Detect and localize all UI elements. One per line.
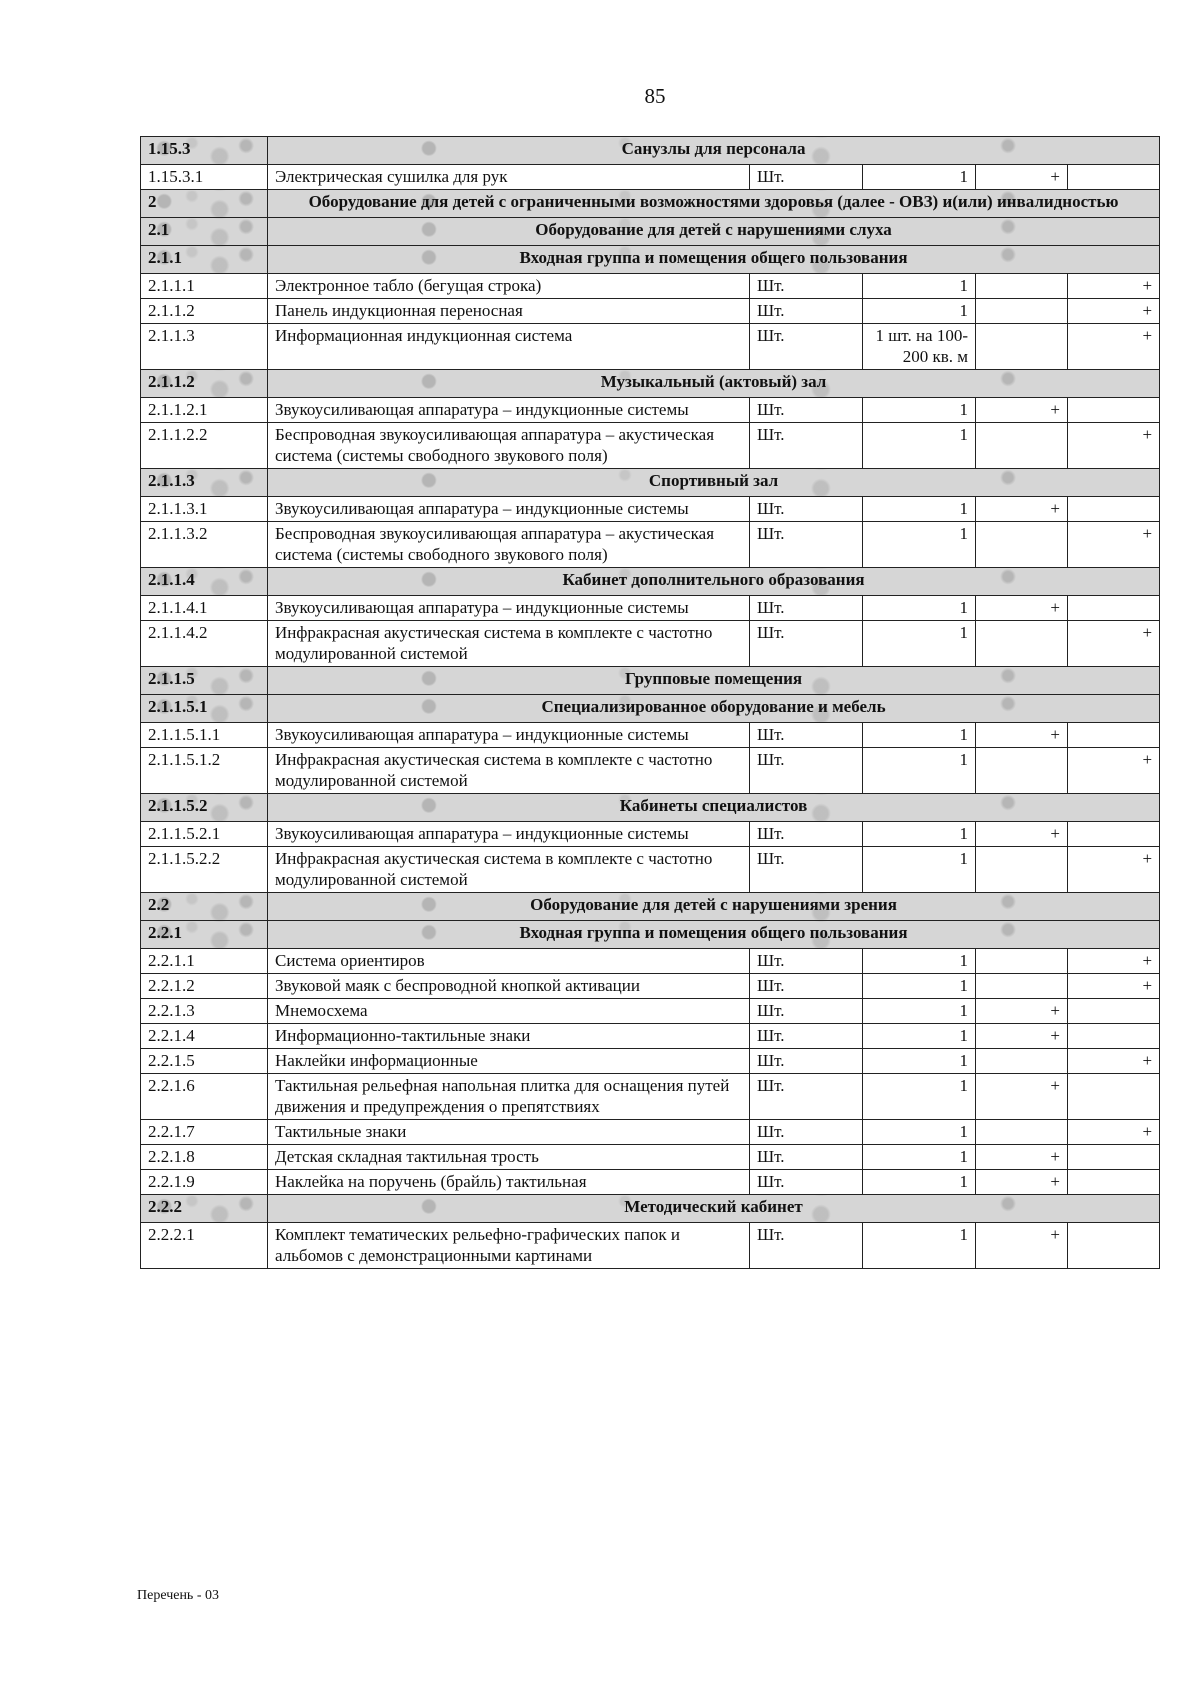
section-code: 2.1.1.5.1 [141, 695, 268, 723]
item-mark-a: + [976, 1074, 1068, 1120]
item-unit: Шт. [750, 1074, 863, 1120]
item-unit: Шт. [750, 1170, 863, 1195]
section-row [141, 1195, 1160, 1223]
item-code: 2.2.1.1 [141, 949, 268, 974]
item-mark-a: + [976, 165, 1068, 190]
item-name: Информационная индукционная система [268, 324, 750, 370]
item-mark-a [976, 423, 1068, 469]
item-quantity: 1 [863, 974, 976, 999]
item-code: 2.1.1.2.1 [141, 398, 268, 423]
table-row [141, 1120, 1160, 1145]
item-code: 2.2.1.6 [141, 1074, 268, 1120]
item-mark-a [976, 522, 1068, 568]
item-code: 2.1.1.5.2.1 [141, 822, 268, 847]
item-name: Наклейки информационные [268, 1049, 750, 1074]
item-quantity: 1 [863, 1024, 976, 1049]
table-row [141, 621, 1160, 667]
table-row [141, 398, 1160, 423]
item-code: 2.2.1.3 [141, 999, 268, 1024]
item-unit: Шт. [750, 497, 863, 522]
section-code: 2.2.1 [141, 921, 268, 949]
item-code: 2.1.1.3 [141, 324, 268, 370]
item-code: 2.2.1.9 [141, 1170, 268, 1195]
section-code: 2.1.1.3 [141, 469, 268, 497]
section-code: 2.1.1.4 [141, 568, 268, 596]
item-quantity: 1 [863, 1170, 976, 1195]
item-quantity: 1 [863, 949, 976, 974]
item-mark-b: + [1068, 974, 1160, 999]
item-unit: Шт. [750, 847, 863, 893]
item-code: 2.1.1.1 [141, 274, 268, 299]
item-name: Инфракрасная акустическая система в комплекте с частотно модулированной системой [268, 847, 750, 893]
section-title: Оборудование для детей с нарушениями слуха [268, 218, 1160, 246]
item-unit: Шт. [750, 822, 863, 847]
table-row [141, 1074, 1160, 1120]
item-mark-a: + [976, 596, 1068, 621]
item-mark-a [976, 1049, 1068, 1074]
section-code: 1.15.3 [141, 137, 268, 165]
table-row [141, 1024, 1160, 1049]
item-quantity: 1 [863, 522, 976, 568]
table-row [141, 165, 1160, 190]
section-title: Оборудование для детей с нарушениями зрения [268, 893, 1160, 921]
item-mark-a: + [976, 999, 1068, 1024]
item-unit: Шт. [750, 1049, 863, 1074]
section-code: 2.1.1.5.2 [141, 794, 268, 822]
item-mark-a: + [976, 1170, 1068, 1195]
item-mark-b [1068, 1074, 1160, 1120]
item-code: 1.15.3.1 [141, 165, 268, 190]
item-mark-b [1068, 497, 1160, 522]
item-code: 2.1.1.5.1.2 [141, 748, 268, 794]
section-code: 2.1 [141, 218, 268, 246]
item-name: Электрическая сушилка для рук [268, 165, 750, 190]
item-mark-a: + [976, 1223, 1068, 1269]
item-name: Звукоусиливающая аппаратура – индукционные системы [268, 596, 750, 621]
item-unit: Шт. [750, 165, 863, 190]
section-title: Групповые помещения [268, 667, 1160, 695]
item-code: 2.2.1.8 [141, 1145, 268, 1170]
section-code: 2 [141, 190, 268, 218]
item-unit: Шт. [750, 522, 863, 568]
item-mark-a [976, 299, 1068, 324]
item-quantity: 1 [863, 1223, 976, 1269]
item-mark-b: + [1068, 949, 1160, 974]
item-mark-a: + [976, 1024, 1068, 1049]
table-row [141, 999, 1160, 1024]
item-mark-a [976, 748, 1068, 794]
section-row [141, 218, 1160, 246]
item-code: 2.1.1.3.2 [141, 522, 268, 568]
item-mark-a [976, 847, 1068, 893]
item-name: Звуковой маяк с беспроводной кнопкой активации [268, 974, 750, 999]
item-unit: Шт. [750, 398, 863, 423]
item-mark-a [976, 274, 1068, 299]
item-unit: Шт. [750, 949, 863, 974]
section-title: Санузлы для персонала [268, 137, 1160, 165]
table-row [141, 1223, 1160, 1269]
table-row [141, 1049, 1160, 1074]
item-quantity: 1 [863, 847, 976, 893]
item-name: Детская складная тактильная трость [268, 1145, 750, 1170]
item-mark-b: + [1068, 423, 1160, 469]
item-mark-a [976, 621, 1068, 667]
item-quantity: 1 [863, 999, 976, 1024]
item-mark-b: + [1068, 324, 1160, 370]
item-name: Звукоусиливающая аппаратура – индукционные системы [268, 497, 750, 522]
section-row [141, 921, 1160, 949]
item-mark-b [1068, 596, 1160, 621]
table-row [141, 522, 1160, 568]
item-code: 2.1.1.3.1 [141, 497, 268, 522]
item-code: 2.2.1.7 [141, 1120, 268, 1145]
section-row [141, 695, 1160, 723]
item-name: Тактильная рельефная напольная плитка для оснащения путей движения и предупреждения о препятствиях [268, 1074, 750, 1120]
item-code: 2.2.2.1 [141, 1223, 268, 1269]
item-code: 2.1.1.4.1 [141, 596, 268, 621]
item-mark-a: + [976, 398, 1068, 423]
table-row [141, 1170, 1160, 1195]
table-row [141, 423, 1160, 469]
table-body [141, 137, 1160, 1269]
section-row [141, 370, 1160, 398]
item-quantity: 1 [863, 621, 976, 667]
item-unit: Шт. [750, 1223, 863, 1269]
item-mark-b: + [1068, 274, 1160, 299]
section-title: Входная группа и помещения общего пользования [268, 921, 1160, 949]
section-code: 2.1.1 [141, 246, 268, 274]
section-row [141, 469, 1160, 497]
item-quantity: 1 [863, 1120, 976, 1145]
table-row [141, 723, 1160, 748]
section-title: Кабинет дополнительного образования [268, 568, 1160, 596]
item-mark-a: + [976, 822, 1068, 847]
item-mark-b: + [1068, 299, 1160, 324]
item-unit: Шт. [750, 299, 863, 324]
item-code: 2.1.1.4.2 [141, 621, 268, 667]
item-name: Комплект тематических рельефно-графических папок и альбомов с демонстрационными картинами [268, 1223, 750, 1269]
item-unit: Шт. [750, 723, 863, 748]
section-row [141, 190, 1160, 218]
item-mark-b [1068, 723, 1160, 748]
item-unit: Шт. [750, 621, 863, 667]
item-code: 2.2.1.2 [141, 974, 268, 999]
item-name: Инфракрасная акустическая система в комплекте с частотно модулированной системой [268, 621, 750, 667]
item-mark-b [1068, 1170, 1160, 1195]
item-name: Информационно-тактильные знаки [268, 1024, 750, 1049]
item-quantity: 1 [863, 596, 976, 621]
item-code: 2.1.1.2 [141, 299, 268, 324]
section-title: Методический кабинет [268, 1195, 1160, 1223]
item-name: Беспроводная звукоусиливающая аппаратура – акустическая система (системы свободного звукового поля) [268, 423, 750, 469]
section-row [141, 667, 1160, 695]
item-name: Тактильные знаки [268, 1120, 750, 1145]
item-name: Электронное табло (бегущая строка) [268, 274, 750, 299]
section-title: Музыкальный (актовый) зал [268, 370, 1160, 398]
item-quantity: 1 [863, 299, 976, 324]
item-unit: Шт. [750, 1024, 863, 1049]
table-row [141, 497, 1160, 522]
item-name: Система ориентиров [268, 949, 750, 974]
item-mark-b: + [1068, 1120, 1160, 1145]
equipment-table [140, 136, 1160, 1269]
section-title: Входная группа и помещения общего пользования [268, 246, 1160, 274]
item-quantity: 1 [863, 748, 976, 794]
item-mark-a: + [976, 723, 1068, 748]
section-title: Оборудование для детей с ограниченными возможностями здоровья (далее - ОВЗ) и(или) инвалидностью [268, 190, 1160, 218]
item-unit: Шт. [750, 974, 863, 999]
item-unit: Шт. [750, 274, 863, 299]
item-mark-b [1068, 1024, 1160, 1049]
item-name: Панель индукционная переносная [268, 299, 750, 324]
item-mark-b [1068, 1223, 1160, 1269]
item-quantity: 1 [863, 423, 976, 469]
item-mark-b [1068, 999, 1160, 1024]
item-mark-a: + [976, 497, 1068, 522]
item-code: 2.2.1.4 [141, 1024, 268, 1049]
item-mark-b: + [1068, 847, 1160, 893]
item-name: Звукоусиливающая аппаратура – индукционные системы [268, 822, 750, 847]
item-name: Беспроводная звукоусиливающая аппаратура – акустическая система (системы свободного звукового поля) [268, 522, 750, 568]
section-code: 2.1.1.5 [141, 667, 268, 695]
item-name: Звукоусиливающая аппаратура – индукционные системы [268, 723, 750, 748]
item-mark-a [976, 324, 1068, 370]
item-code: 2.1.1.5.1.1 [141, 723, 268, 748]
section-row [141, 794, 1160, 822]
item-mark-a [976, 1120, 1068, 1145]
item-name: Наклейка на поручень (брайль) тактильная [268, 1170, 750, 1195]
item-quantity: 1 [863, 274, 976, 299]
item-mark-a: + [976, 1145, 1068, 1170]
table-row [141, 847, 1160, 893]
item-quantity: 1 [863, 165, 976, 190]
item-quantity: 1 [863, 1145, 976, 1170]
footer-label: Перечень - 03 [137, 1588, 219, 1603]
section-row [141, 893, 1160, 921]
page-number: 85 [644, 84, 666, 108]
item-name: Звукоусиливающая аппаратура – индукционные системы [268, 398, 750, 423]
table-row [141, 324, 1160, 370]
item-mark-b [1068, 165, 1160, 190]
item-quantity: 1 [863, 723, 976, 748]
item-unit: Шт. [750, 748, 863, 794]
item-mark-a [976, 949, 1068, 974]
section-title: Кабинеты специалистов [268, 794, 1160, 822]
item-quantity: 1 шт. на 100-200 кв. м [863, 324, 976, 370]
item-quantity: 1 [863, 822, 976, 847]
table-row [141, 596, 1160, 621]
section-row [141, 568, 1160, 596]
item-unit: Шт. [750, 596, 863, 621]
table-row [141, 748, 1160, 794]
item-mark-b [1068, 1145, 1160, 1170]
item-quantity: 1 [863, 1074, 976, 1120]
item-mark-b: + [1068, 522, 1160, 568]
table-row [141, 1145, 1160, 1170]
section-row [141, 137, 1160, 165]
section-title: Специализированное оборудование и мебель [268, 695, 1160, 723]
table-row [141, 949, 1160, 974]
item-quantity: 1 [863, 497, 976, 522]
item-mark-a [976, 974, 1068, 999]
item-quantity: 1 [863, 1049, 976, 1074]
table-row [141, 299, 1160, 324]
item-mark-b [1068, 822, 1160, 847]
section-code: 2.2.2 [141, 1195, 268, 1223]
item-unit: Шт. [750, 999, 863, 1024]
table-row [141, 974, 1160, 999]
section-title: Спортивный зал [268, 469, 1160, 497]
table-row [141, 274, 1160, 299]
item-mark-b: + [1068, 1049, 1160, 1074]
item-name: Мнемосхема [268, 999, 750, 1024]
item-unit: Шт. [750, 1145, 863, 1170]
item-unit: Шт. [750, 1120, 863, 1145]
item-mark-b: + [1068, 748, 1160, 794]
item-unit: Шт. [750, 423, 863, 469]
item-quantity: 1 [863, 398, 976, 423]
item-unit: Шт. [750, 324, 863, 370]
item-name: Инфракрасная акустическая система в комплекте с частотно модулированной системой [268, 748, 750, 794]
item-code: 2.1.1.2.2 [141, 423, 268, 469]
section-code: 2.2 [141, 893, 268, 921]
section-code: 2.1.1.2 [141, 370, 268, 398]
item-code: 2.1.1.5.2.2 [141, 847, 268, 893]
item-code: 2.2.1.5 [141, 1049, 268, 1074]
item-mark-b [1068, 398, 1160, 423]
item-mark-b: + [1068, 621, 1160, 667]
section-row [141, 246, 1160, 274]
table-row [141, 822, 1160, 847]
